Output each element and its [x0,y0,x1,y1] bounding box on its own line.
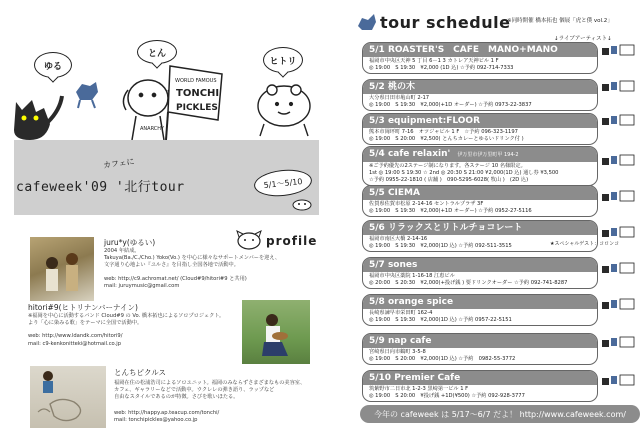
event-reservation: ☆予約 0955-22-1810 ( 店舗 ) 090-5295-6028( 牧山 ) (2D 込) [369,177,529,183]
event-title: 5/6 リラックスとリトルチョコレート [363,221,597,235]
tonchi-pickles-banner-icon [166,66,222,140]
bubble-hitori-text: ヒトリ [269,56,297,67]
bubble-tonchi-text: とん [147,48,166,59]
event-5-9[interactable] [362,333,598,365]
bubble-yurui-text: ゆる [43,61,62,72]
profile-juruy-mail[interactable]: mail: juruymusic@gmail.com [104,282,180,289]
event-title: 5/1 ROASTER'S CAFE MANO+MANO [363,43,597,57]
hitori-photo [242,300,310,364]
tour-title: tour schedule [380,13,511,32]
event-5-1[interactable] [362,42,598,74]
profile-tonchi-mail[interactable]: mail: tonchipickles@yahoo.co.jp [114,416,198,423]
event-title: 5/7 sones [363,258,597,272]
event-title: 5/4 cafe relaxin' [369,149,451,159]
svg-text:TONCHI: TONCHI [176,88,220,99]
event-5-10[interactable] [362,370,598,402]
event-title: 5/10 Premier Cafe [363,371,597,385]
svg-text:WORLD FAMOUS: WORLD FAMOUS [175,78,217,84]
profile-juruy-line: Takuya(Ba./C./Cho.) Yoko(Vo.) を中心に様々なサポートメンバーを迎え、 [104,255,281,262]
hitori-bear-icon [258,85,310,136]
profile-juruy [104,238,314,290]
profile-juruy-line: 2004 年結成。 [104,248,140,254]
profile-juruy-name: juru*y(ゆるい) [104,238,156,247]
event-note: ※ご予約優先の2ステージ制になります。各ステージ 10 名様限定。 [369,163,526,169]
profile-tonchi-line: カフェ、ギャラリーなどで活動中。ウクレレの弾き語り、ラップなど [114,387,275,394]
special-guest-note: ★スペシャルゲスト：コロンコ [550,241,620,247]
event-address: 熊本市岡坪町 7-16 オツジャビル 1 F ☆予約 096-323-1197 [369,129,518,135]
profile-tonchi-line: 自由なスタイルであるのが特徴。さびを歌いほたる。 [114,394,239,401]
live-artist-label: ↓ライブアーティスト↓ [554,36,612,42]
profile-hitori-name: hitori#9(ヒトリナンバーナイン) [28,303,138,312]
event-details: ◎ 19:00 S 19:30 ¥2,000(1D 込) ☆予約 092-511-3515 [369,243,512,249]
svg-text:ANARCHY: ANARCHY [140,126,165,132]
svg-text:PICKLES: PICKLES [176,103,218,113]
event-5-7[interactable] [362,257,598,289]
profile-label: profile [266,234,318,248]
event-details: ◎ 19:00 S 19:30 ¥2,000(+1D オーダー) ☆予約 0952-27-5116 [369,208,532,214]
tour-dog-icon [354,8,380,34]
event-5-3[interactable] [362,113,598,145]
event-5-6[interactable] [362,220,598,252]
event-address: 長崎県諫早市栄田町 162-4 [369,310,433,316]
black-cat-icon [14,96,62,140]
event-title-address: 伊万里市伊万里町甲 194-2 [457,152,519,158]
event-details: 1st ◎ 19:00 S 19:30 ☆ 2nd ◎ 20:30 S 21:00 ¥2,000(1D 込) 通し券 ¥3,500 [369,170,559,176]
tonchi-photo [30,366,106,428]
event-details: ◎ 19:00 S 20:00 ¥2,000(1D 込) ☆予約 0982-55-3772 [369,356,516,362]
event-5-2[interactable] [362,79,598,111]
event-title: 5/9 nap cafe [363,334,597,348]
event-5-5[interactable] [362,185,598,217]
tour-note: ※同時開催 橋本拓也 個展「虎と僕 vol.2」 [507,18,613,24]
event-address: 佐賀県佐賀市松原 2-14-16 セントラルプラザ 3F [369,201,484,207]
profile-tonchi-name: とんちピクルス [114,368,167,377]
event-details: ◎ 20:00 S 20:30 ¥2,000(+投げ銭 ) 要ドリンクオーダー ☆予約 092-741-8287 [369,280,568,286]
event-details: ◎ 19:00 S 19:30 ¥2,000 (1D 込) ☆予約 092-714-7333 [369,65,514,71]
event-5-8[interactable] [362,294,598,326]
profile-juruy-web[interactable]: web: http://c9.achromat.net/ (Cloud#9/hitori#9 と共用) [104,275,247,282]
profile-hitori-web[interactable]: web: http://www.ldandk.com/hitori9/ [28,333,123,340]
profile-tonchi [114,368,319,424]
event-address: 福岡市中央区天神 5 丁目 6－1 3 カトレア天神ビル 1 F [369,58,499,64]
tonchi-dog-icon [123,80,172,140]
footer-banner[interactable] [360,405,640,423]
event-address: 大分県日田市亀山町 2-17 [369,95,430,101]
event-details: ◎ 19:00 S 20:00 ¥投げ銭 +1D(¥500) ☆予約 092-928-3777 [369,393,525,399]
profile-hitori [28,303,238,348]
profile-hitori-mail[interactable]: mail: c9-kenkonitteki@hotmail.co.jp [28,340,122,347]
artist-thumbnails [600,40,640,440]
profile-tonchi-line: 福岡在住の松浦浩司によるソロユニット。福岡のみならずさまざまなもの美容室、 [114,380,306,386]
event-title: 5/5 CIEMA [363,186,597,200]
event-details: ◎ 19:00 S 20:00 ¥2,500( とんちカレーとゆるいドリンク付 ) [369,136,524,142]
footer-text: 今年の cafeweek は 5/17～6/7 だよ！ http://www.cafeweek.com/ [374,409,626,419]
event-address: 福岡市南区大橋 2-14-16 [369,236,428,242]
event-details: ◎ 19:00 S 19:30 ¥2,000(1D 込) ☆予約 0957-22-5151 [369,317,512,323]
profile-tonchi-web[interactable]: web: http://happy.ap.teacup.com/tonchi/ [114,409,220,416]
profile-hitori-line: より「心に染みる歌」をテーマに全国で活動中。 [28,320,143,327]
event-address: 福岡市中央区薬院 1-16-18 江恵ビル [369,273,455,279]
blue-dog-icon [76,82,98,108]
event-address: 宮崎県日向市鶴町 3-5-8 [369,349,426,355]
artist-thumb-icon [602,45,634,55]
juruy-photo [30,237,94,301]
band-subtitle: カフェに [102,156,136,171]
small-cat-icon [290,196,314,212]
profile-hitori-line: ※福岡を中心に活動するバンド Cloud#9 の Vo. 橋本拓也によるソロプロジェクト。 [28,313,225,319]
event-5-4[interactable] [362,146,598,186]
band-title: cafeweek'09 '北行tour [16,180,185,195]
event-title: 5/3 equipment:FLOOR [363,114,597,128]
band-dates: 5/1～5/10 [253,167,313,199]
characters-illustration [0,0,322,145]
event-title: 5/8 orange spice [363,295,597,309]
right-panel [322,0,640,444]
event-title: 5/2 桃の木 [363,80,597,94]
profile-juruy-line: 文字通り心地よい『ユルさ』を目指し全国各地で活動中。 [104,262,239,269]
event-details: ◎ 19:00 S 19:30 ¥2,000(+1D オーダー) ☆予約 0973-22-3837 [369,102,532,108]
event-address: 筑紫野市二日市北 1-2-3 黒崎第一ビル 1 F [369,386,469,392]
